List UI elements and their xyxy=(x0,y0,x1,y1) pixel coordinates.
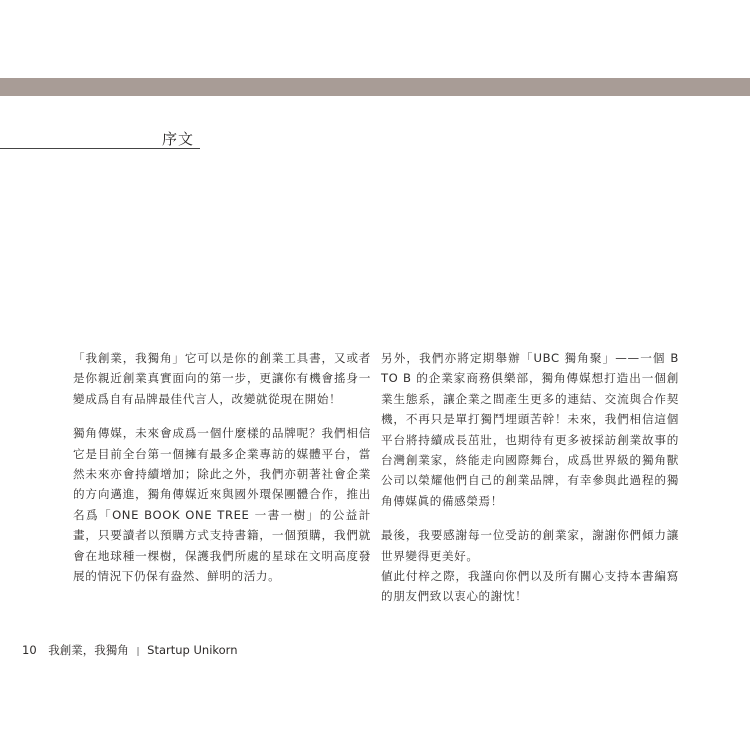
left-paragraph-1: 「我創業，我獨角」它可以是你的創業工具書，又或者是你親近創業真實面向的第一步，更讓你有機會搖身一變成爲自有品牌最佳代言人，改變就從現在開始！ xyxy=(73,351,371,406)
section-title: 序文 xyxy=(162,130,195,148)
right-text-column xyxy=(381,348,679,607)
page-number: 10 xyxy=(22,643,37,657)
footer-separator: | xyxy=(136,647,140,657)
page-footer xyxy=(22,642,238,658)
left-text-column xyxy=(73,348,371,586)
right-paragraph-1: 另外，我們亦將定期舉辦「UBC 獨角聚」——一個 B TO B 的企業家商務俱樂部，獨角傳媒想打造出一個創業生態系，讓企業之間產生更多的連結、交流與合作契機，不再只是單打獨鬥埋頭苦幹！未來，我們相信這個平台將持續成長茁壯，也期待有更多被採訪創業故事的台灣創業家，終能走向國際舞台，成爲世界級的獨角獸公司以榮耀他們自己的創業品牌，有幸參與此過程的獨角傳媒眞的備感榮焉！ xyxy=(381,351,679,508)
title-underline xyxy=(0,148,200,149)
footer-book-subtitle: Startup Unikorn xyxy=(147,643,238,657)
footer-book-title: 我創業，我獨角 xyxy=(48,643,129,657)
right-paragraph-2: 最後，我要感謝每一位受訪的創業家，謝謝你們傾力讓世界變得更美好。 xyxy=(381,528,679,563)
header-band xyxy=(0,78,750,96)
right-paragraph-3: 値此付梓之際，我謹向你們以及所有關心支持本書編寫的朋友們致以衷心的謝忱！ xyxy=(381,569,679,604)
left-paragraph-2: 獨角傳媒，未來會成爲一個什麼樣的品牌呢？我們相信它是目前全台第一個擁有最多企業專訪的媒體平台，當然未來亦會持續增加；除此之外，我們亦朝著社會企業的方向邁進，獨角傳媒近來與國外環保團體合作，推出名爲「ONE BOOK ONE TREE 一書一樹」的公益計畫，只要讀者以預購方式支持書籍，一個預購，我們就會在地球種一棵樹，保護我們所處的星球在文明高度發展的情況下仍保有盎然、鮮明的活力。 xyxy=(73,426,371,584)
